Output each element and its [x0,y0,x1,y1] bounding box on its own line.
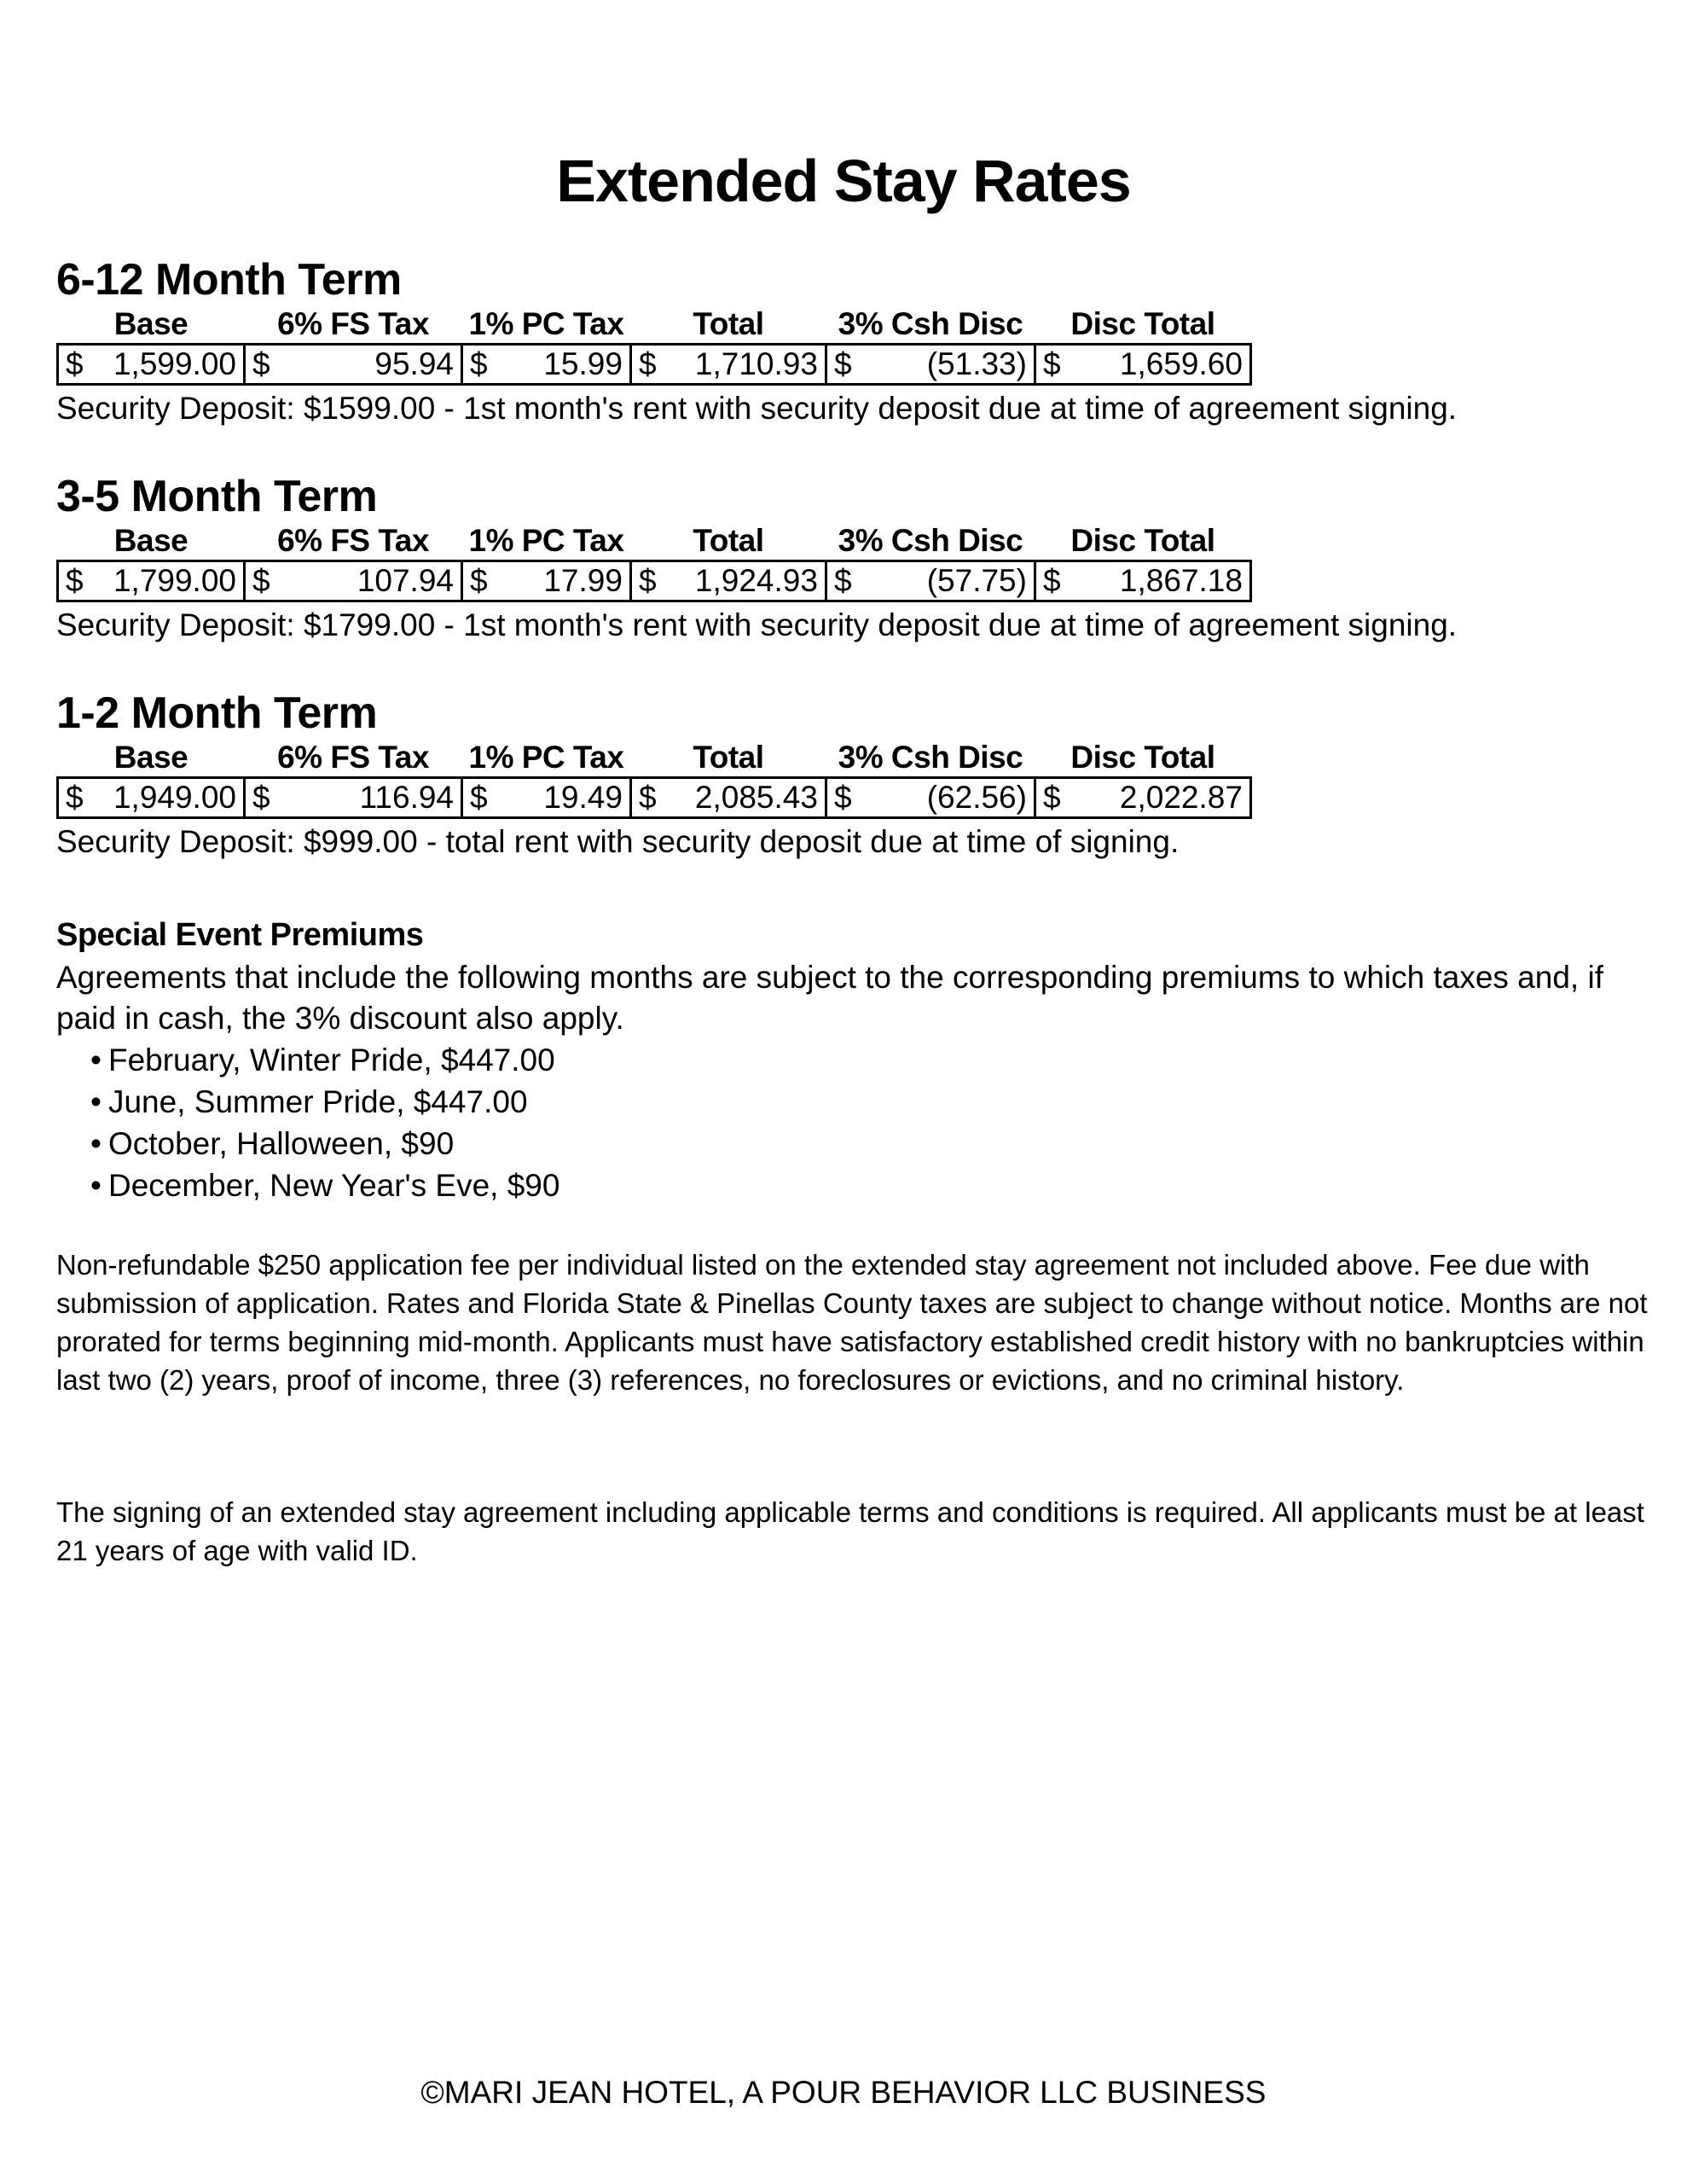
rate-header-row [58,305,1251,345]
security-deposit-note: Security Deposit: $999.00 - total rent with security deposit due at time of signing. [56,824,1180,859]
list-item: • December, New Year's Eve, $90 [90,1165,1660,1206]
page-footer: ©MARI JEAN HOTEL, A POUR BEHAVIOR LLC BUSINESS [420,2075,1267,2110]
value: 15.99 [543,346,623,381]
cell-base [58,778,245,818]
cell-base [58,345,245,385]
col-header-pc-tax: 1% PC Tax [468,306,624,341]
list-item: • June, Summer Pride, $447.00 [90,1081,1660,1123]
value: 107.94 [357,563,454,598]
page-title: Extended Stay Rates [556,148,1131,214]
cell-disc-total [1035,561,1250,601]
col-header-fs-tax: 6% FS Tax [277,740,429,775]
col-header-cash-disc: 3% Csh Disc [838,306,1023,341]
currency-symbol: $ [833,780,852,815]
col-header-total: Total [693,523,764,558]
cell-pc-tax [462,561,631,601]
currency-symbol: $ [66,346,84,381]
currency-symbol: $ [638,346,657,381]
value: 95.94 [374,346,454,381]
application-terms-paragraph: Non-refundable $250 application fee per individual listed on the extended stay agreement not included above. Fee due with submission of application. Rates and Florida State & Pinellas County taxes are subject to change without notice. Months are not prorated for terms beginning mid-month. Applicants must have satisfactory established credit history with no bankruptcies within last two (2) years, proof of income, three (3) references, no foreclosures or evictions, and no criminal history. [56,1249,1648,1396]
list-item: • February, Winter Pride, $447.00 [90,1039,1660,1081]
rate-header-row [58,739,1251,778]
currency-symbol: $ [1042,563,1061,598]
currency-symbol: $ [252,563,270,598]
currency-symbol: $ [1042,346,1061,381]
term-section-1-2 [56,688,1660,863]
col-header-pc-tax: 1% PC Tax [468,523,624,558]
cell-pc-tax [462,778,631,818]
cell-cash-disc [826,345,1035,385]
col-header-fs-tax: 6% FS Tax [277,306,429,341]
col-header-base: Base [113,306,188,341]
term-heading: 6-12 Month Term [56,255,402,305]
currency-symbol: $ [252,780,270,815]
currency-symbol: $ [66,780,84,815]
term-heading: 3-5 Month Term [56,472,378,521]
cell-cash-disc [826,561,1035,601]
term-section-6-12 [56,254,1660,430]
value: 17.99 [543,563,623,598]
security-deposit-note: Security Deposit: $1599.00 - 1st month's rent with security deposit due at time of agreement signing. [56,391,1458,426]
currency-symbol: $ [470,780,488,815]
rate-row [58,345,1251,385]
currency-symbol: $ [470,563,488,598]
cell-total [630,345,826,385]
currency-symbol: $ [638,563,657,598]
col-header-fs-tax: 6% FS Tax [277,523,429,558]
value: 1,924.93 [694,563,818,598]
value: 2,022.87 [1119,780,1243,815]
security-deposit-note: Security Deposit: $1799.00 - 1st month's rent with security deposit due at time of agreement signing. [56,607,1458,642]
list-item: • October, Halloween, $90 [90,1123,1660,1165]
col-header-disc-total: Disc Total [1070,523,1215,558]
col-header-total: Total [693,740,764,775]
cell-pc-tax [462,345,631,385]
rate-row [58,561,1251,601]
col-header-disc-total: Disc Total [1070,740,1215,775]
col-header-base: Base [113,740,188,775]
agreement-requirements-paragraph: The signing of an extended stay agreement including applicable terms and conditions is required. All applicants must be at least 21 years of age with valid ID. [56,1496,1644,1566]
cell-disc-total [1035,345,1250,385]
col-header-cash-disc: 3% Csh Disc [838,740,1023,775]
cell-total [630,778,826,818]
cell-fs-tax [245,561,462,601]
value: 19.49 [543,780,623,815]
premiums-heading: Special Event Premiums [56,917,424,953]
currency-symbol: $ [252,346,270,381]
rate-table [56,305,1252,386]
cell-fs-tax [245,345,462,385]
value: (62.56) [926,780,1027,815]
currency-symbol: $ [470,346,488,381]
rate-table [56,739,1252,819]
value: 1,949.00 [113,780,236,815]
term-heading: 1-2 Month Term [56,688,378,738]
currency-symbol: $ [1042,780,1061,815]
col-header-cash-disc: 3% Csh Disc [838,523,1023,558]
currency-symbol: $ [833,563,852,598]
value: 1,710.93 [694,346,818,381]
value: (57.75) [926,563,1027,598]
premiums-list [56,1039,1660,1206]
col-header-base: Base [113,523,188,558]
cell-fs-tax [245,778,462,818]
value: 2,085.43 [694,780,818,815]
col-header-disc-total: Disc Total [1070,306,1215,341]
rate-header-row [58,522,1251,561]
cell-total [630,561,826,601]
cell-disc-total [1035,778,1250,818]
col-header-total: Total [693,306,764,341]
cell-base [58,561,245,601]
rate-row [58,778,1251,818]
value: 116.94 [359,780,454,815]
value: 1,799.00 [113,563,236,598]
col-header-pc-tax: 1% PC Tax [468,740,624,775]
currency-symbol: $ [66,563,84,598]
term-section-3-5 [56,471,1660,647]
value: 1,867.18 [1119,563,1243,598]
rate-table [56,522,1252,602]
value: (51.33) [926,346,1027,381]
currency-symbol: $ [638,780,657,815]
currency-symbol: $ [833,346,852,381]
special-event-premiums [56,913,1660,1206]
value: 1,659.60 [1119,346,1243,381]
cell-cash-disc [826,778,1035,818]
value: 1,599.00 [113,346,236,381]
premiums-intro: Agreements that include the following months are subject to the corresponding premiums to which taxes and, if paid in cash, the 3% discount also apply. [56,960,1603,1036]
